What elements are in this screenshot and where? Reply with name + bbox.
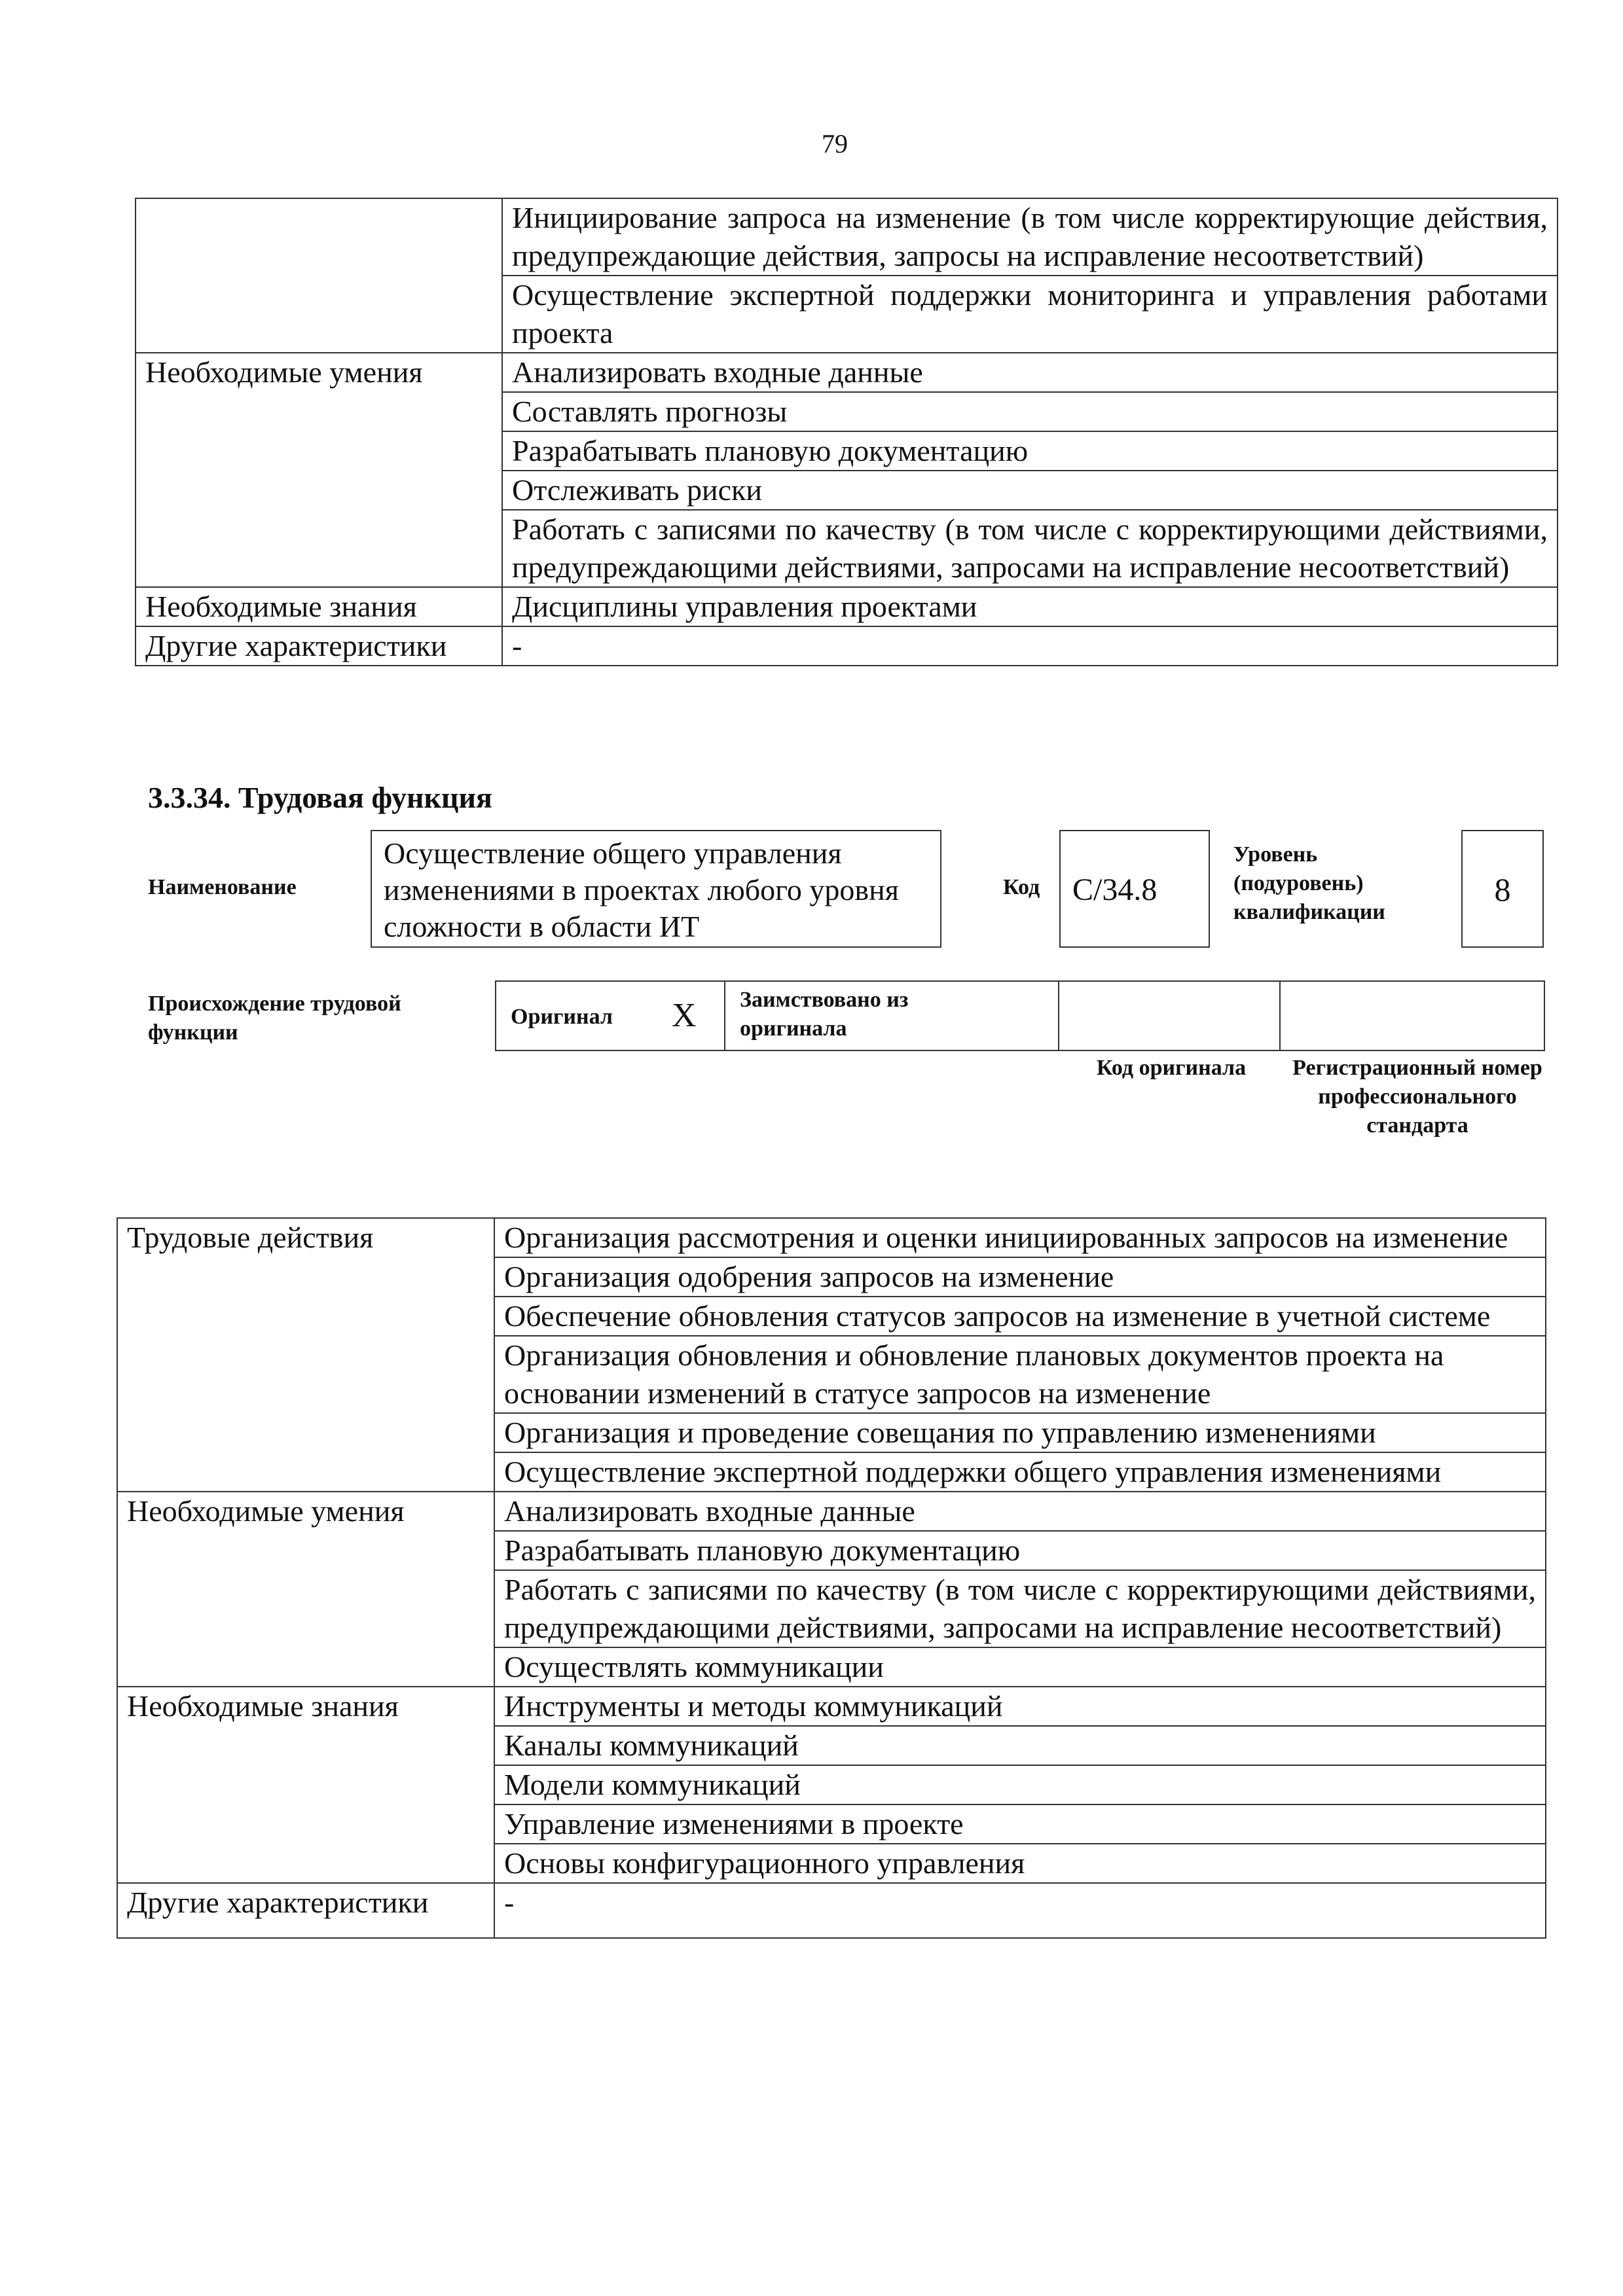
row-label: Необходимые умения	[117, 1492, 494, 1531]
original-mark: X	[672, 997, 697, 1034]
row-label	[117, 1413, 494, 1452]
row-label: Другие характеристики	[136, 626, 502, 666]
row-label	[117, 1570, 494, 1647]
table-row	[117, 1844, 1546, 1883]
table-row	[117, 1257, 1546, 1297]
name-label: Наименование	[148, 875, 297, 899]
row-text: Инициирование запроса на изменение (в том числе корректирующие действия, предупреждающие действия, запросы на исправление несоответствий)	[502, 198, 1558, 276]
row-label	[136, 392, 502, 431]
table-row	[136, 431, 1558, 471]
table-row	[117, 1765, 1546, 1804]
row-label: Другие характеристики	[117, 1883, 494, 1938]
table-row	[117, 1883, 1546, 1938]
table-row	[117, 1804, 1546, 1844]
table-row	[117, 1570, 1546, 1647]
table-row	[117, 1297, 1546, 1336]
name-box	[371, 830, 941, 948]
borrowed-label: Заимствовано из оригинала	[740, 988, 909, 1041]
row-text: Осуществлять коммуникации	[494, 1647, 1546, 1687]
row-label	[117, 1726, 494, 1765]
row-text: Осуществление экспертной поддержки мониторинга и управления работами проекта	[502, 276, 1558, 353]
row-text: Организация рассмотрения и оценки инициированных запросов на изменение	[494, 1218, 1546, 1257]
row-text: Обеспечение обновления статусов запросов на изменение в учетной системе	[494, 1297, 1546, 1336]
origin-label: Происхождение трудовой функции	[148, 992, 401, 1045]
divider	[724, 982, 725, 1050]
table-row	[117, 1492, 1546, 1531]
table-row	[136, 276, 1558, 353]
row-label	[136, 276, 502, 353]
table-row	[136, 353, 1558, 392]
level-label: Уровень (подуровень) квалификации	[1233, 842, 1385, 924]
row-label	[117, 1531, 494, 1570]
row-text: Организация и проведение совещания по управлению изменениями	[494, 1413, 1546, 1452]
table-row	[136, 626, 1558, 666]
table-row	[136, 471, 1558, 510]
table-row	[136, 587, 1558, 626]
row-label	[117, 1257, 494, 1297]
row-label: Трудовые действия	[117, 1218, 494, 1257]
row-text: Каналы коммуникаций	[494, 1726, 1546, 1765]
row-label	[117, 1336, 494, 1413]
table-row	[117, 1687, 1546, 1726]
row-text: Инструменты и методы коммуникаций	[494, 1687, 1546, 1726]
row-text: Анализировать входные данные	[494, 1492, 1546, 1531]
row-text: Анализировать входные данные	[502, 353, 1558, 392]
row-text: Разрабатывать плановую документацию	[494, 1531, 1546, 1570]
row-text: Составлять прогнозы	[502, 392, 1558, 431]
row-label	[136, 198, 502, 276]
original-label: Оригинал	[511, 1005, 613, 1029]
level-value: 8	[1494, 871, 1511, 908]
requirements-table-continued	[135, 198, 1558, 666]
table-row	[117, 1647, 1546, 1687]
table-row	[117, 1336, 1546, 1413]
table-row	[117, 1413, 1546, 1452]
row-text: Работать с записями по качеству (в том числе с корректирующими действиями, предупреждающими действиями, запросами на исправление несоответствий)	[494, 1570, 1546, 1647]
row-label	[117, 1765, 494, 1804]
code-label: Код	[1003, 875, 1040, 899]
row-label	[136, 510, 502, 587]
row-label	[117, 1297, 494, 1336]
code-box	[1059, 830, 1210, 948]
row-text: Разрабатывать плановую документацию	[502, 431, 1558, 471]
row-label	[117, 1844, 494, 1883]
code-original-caption: Код оригинала	[1096, 1056, 1247, 1080]
row-text: -	[494, 1883, 1546, 1938]
table-row	[136, 392, 1558, 431]
row-label	[117, 1647, 494, 1687]
row-text: Модели коммуникаций	[494, 1765, 1546, 1804]
name-value: Осуществление общего управления изменениями в проектах любого уровня сложности в области ИТ	[384, 836, 899, 943]
page-number: 79	[822, 129, 848, 158]
table-row	[117, 1726, 1546, 1765]
code-value: C/34.8	[1072, 872, 1158, 907]
row-text: Основы конфигурационного управления	[494, 1844, 1546, 1883]
divider	[1279, 982, 1281, 1050]
labor-function-table	[117, 1217, 1546, 1939]
row-label	[117, 1804, 494, 1844]
level-box	[1461, 830, 1544, 948]
row-text: Осуществление экспертной поддержки общего управления изменениями	[494, 1452, 1546, 1492]
row-text: Работать с записями по качеству (в том числе с корректирующими действиями, предупреждающими действиями, запросами на исправление несоответствий)	[502, 510, 1558, 587]
row-label	[117, 1452, 494, 1492]
origin-row	[495, 980, 1545, 1051]
row-label: Необходимые умения	[136, 353, 502, 392]
row-text: Управление изменениями в проекте	[494, 1804, 1546, 1844]
row-text: Организация одобрения запросов на изменение	[494, 1257, 1546, 1297]
row-label: Необходимые знания	[117, 1687, 494, 1726]
reg-number-caption: Регистрационный номер профессионального стандарта	[1292, 1056, 1542, 1138]
divider	[1058, 982, 1059, 1050]
row-text: Отслеживать риски	[502, 471, 1558, 510]
row-label	[136, 431, 502, 471]
row-label: Необходимые знания	[136, 587, 502, 626]
table-row	[136, 510, 1558, 587]
row-text: -	[502, 626, 1558, 666]
table-row	[136, 198, 1558, 276]
table-row	[117, 1452, 1546, 1492]
section-title: 3.3.34. Трудовая функция	[148, 781, 492, 814]
table-row	[117, 1218, 1546, 1257]
table-row	[117, 1531, 1546, 1570]
row-label	[136, 471, 502, 510]
row-text: Организация обновления и обновление плановых документов проекта на основании изменений в статусе запросов на изменение	[494, 1336, 1546, 1413]
row-text: Дисциплины управления проектами	[502, 587, 1558, 626]
